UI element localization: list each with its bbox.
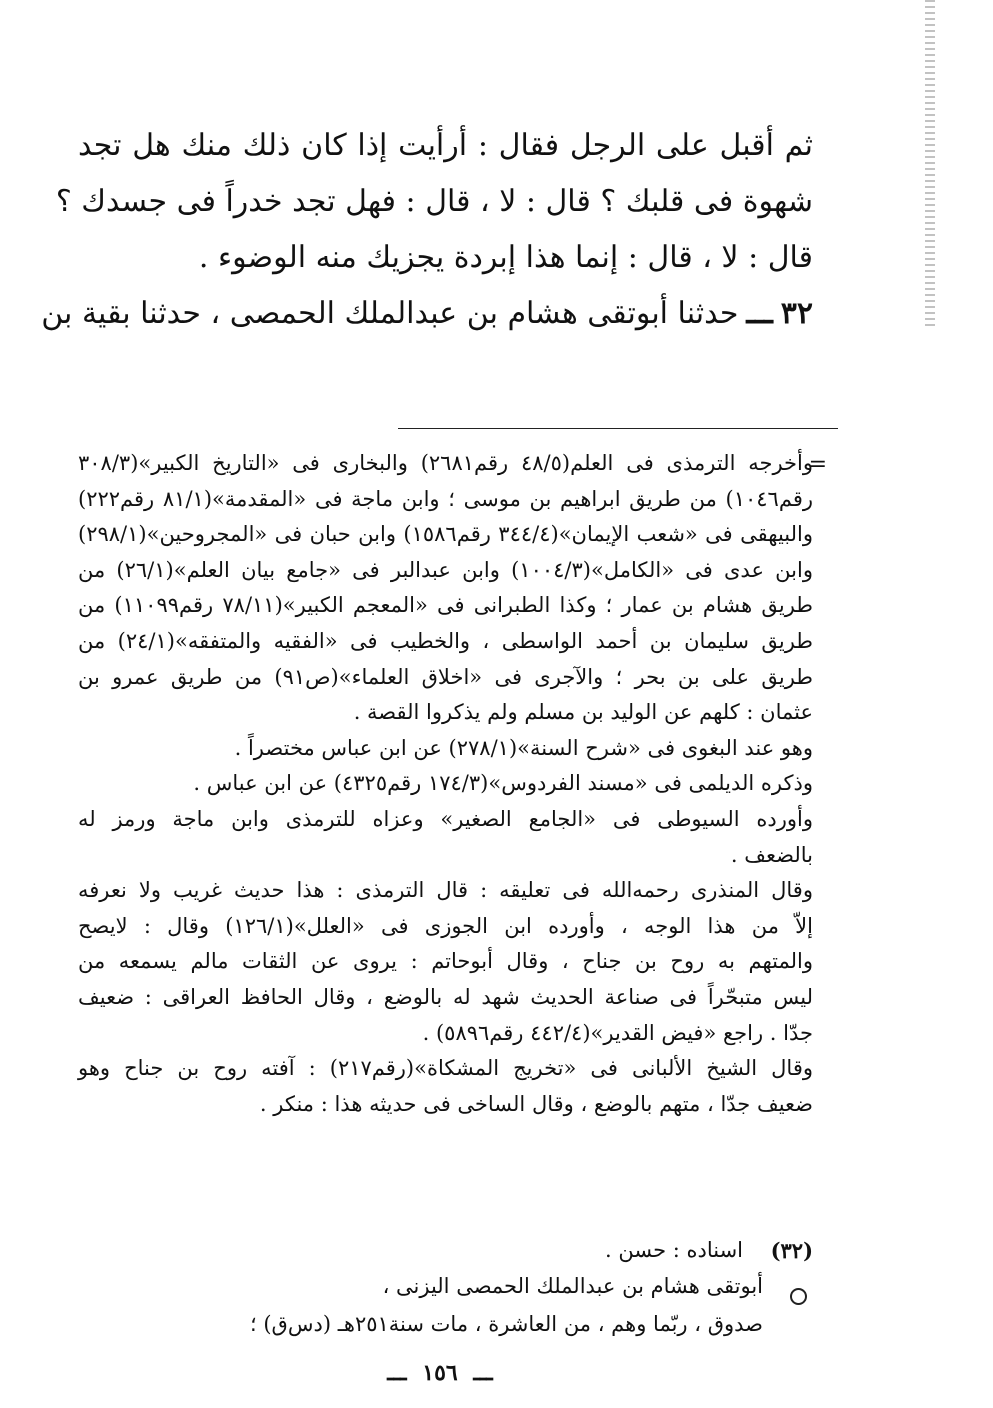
- main-text-block: [41, 118, 813, 342]
- main-text-line: ثم أقبل على الرجل فقال : أرأيت إذا كان ذلك منك هل تجد: [78, 128, 813, 163]
- main-text-line: قال : لا ، قال : إنما هذا إبردة يجزيك منه الوضوء .: [198, 240, 813, 275]
- footnote-line: وهو عند البغوى فى «شرح السنة»(٢٧٨/١) عن ابن عباس مختصراً .: [234, 735, 813, 760]
- footnote-line: وابن عدى فى «الكامل»(١٠٠٤/٣) وابن عبدالبر فى «جامع بيان العلم»(٢٦/١) من: [78, 557, 813, 582]
- footnote-line: والبيهقى فى «شعب الإيمان»(٣٤٤/٤ رقم١٥٨٦) وابن حبان فى «المجروحين»(٢٩٨/١): [78, 522, 813, 547]
- footnote-line: عثمان : كلهم عن الوليد بن مسلم ولم يذكروا القصة .: [353, 700, 813, 725]
- footnote-line: طريق سليمان بن أحمد الواسطى ، والخطيب فى «الفقيه والمتفقه»(٢٤/١) من: [78, 628, 814, 653]
- hadith-line: [41, 286, 813, 342]
- page-number-dash: ـــ: [387, 1360, 407, 1386]
- main-text-line: شهوة فى قلبك ؟ قال : لا ، قال : فهل تجد خدراً فى جسدك ؟: [55, 184, 813, 219]
- footnote-line: وذكره الديلمى فى «مسند الفردوس»(١٧٤/٣ رقم٤٣٢٥) عن ابن عباس .: [193, 771, 813, 796]
- section-number: (٣٢): [770, 1238, 813, 1263]
- footnote-line: بالضعف .: [730, 842, 813, 867]
- footnote-line: وأخرجه الترمذى فى العلم(٤٨/٥ رقم٢٦٨١) والبخارى فى «التاريخ الكبير»(٣٠٨/٣: [78, 451, 813, 475]
- footnote-line: ضعيف جدّا ، متهم بالوضع ، وقال الساخى فى حديثه هذا : منكر .: [259, 1091, 813, 1116]
- circle-bullet-icon: [790, 1288, 807, 1305]
- footnote-line: ليس متبحّراً فى صناعة الحديث شهد له بالوضع ، وقال الحافظ العراقى : ضعيف: [78, 984, 813, 1009]
- footnote-line: رقم١٠٤٦) من طريق ابراهيم بن موسى ؛ وابن ماجة فى «المقدمة»(٨١/١ رقم٢٢٢): [78, 486, 813, 511]
- continuation-marker: =: [808, 452, 827, 477]
- footnote-line: إلاّ من هذا الوجه ، وأورده ابن الجوزى فى «العلل»(١٢٦/١) وقال : لايصح: [78, 913, 813, 938]
- footnote-line: طريق هشام بن عمار ؛ وكذا الطبرانى فى «المعجم الكبير»(٧٨/١١ رقم١١٠٩٩) من: [78, 593, 813, 618]
- footnote-line: وأورده السيوطى فى «الجامع الصغير» وعزاه للترمذى وابن ماجة ورمز له: [78, 806, 813, 831]
- hadith-number: ٣٢: [780, 296, 813, 331]
- hadith-dash: ـــ: [746, 296, 773, 331]
- narrator-name: أبوتقى هشام بن عبدالملك الحمصى اليزنى ،: [382, 1274, 763, 1298]
- footnotes-block: [78, 446, 813, 1122]
- footnote-line: جدّا . راجع «فيض القدير»(٤٤٢/٤ رقم٥٨٩٦) .: [422, 1020, 813, 1045]
- page-number: [380, 1360, 500, 1386]
- page-number-value: ١٥٦: [422, 1360, 458, 1386]
- footnote-separator: [398, 428, 838, 429]
- footnote-line: طريق على بن بحر ؛ والآجرى فى «اخلاق العلماء»(ص٩١) من طريق عمرو بن: [78, 664, 813, 689]
- hadith-text: حدثنا أبوتقى هشام بن عبدالملك الحمصى ، حدثنا بقية بن: [41, 296, 739, 331]
- narrator-note: صدوق ، ربّما وهم ، من العاشرة ، مات سنة٢٥١هـ (دس‌ق) ؛: [250, 1312, 763, 1336]
- section-grade: اسناده : حسن .: [605, 1238, 743, 1262]
- footnote-line: والمتهم به روح بن جناح ، وقال أبوحاتم : يروى عن الثقات مالم يسمعه من: [78, 949, 813, 974]
- page-number-dash: ـــ: [473, 1360, 493, 1386]
- page-edge-shadow: [925, 0, 935, 330]
- footnote-line: وقال الشيخ الألبانى فى «تخريج المشكاة»(رقم٢١٧) : آفته روح بن جناح وهو: [78, 1056, 814, 1081]
- footnote-line: وقال المنذرى رحمه‌الله فى تعليقه : قال الترمذى : هذا حديث غريب ولا نعرفه: [78, 878, 813, 903]
